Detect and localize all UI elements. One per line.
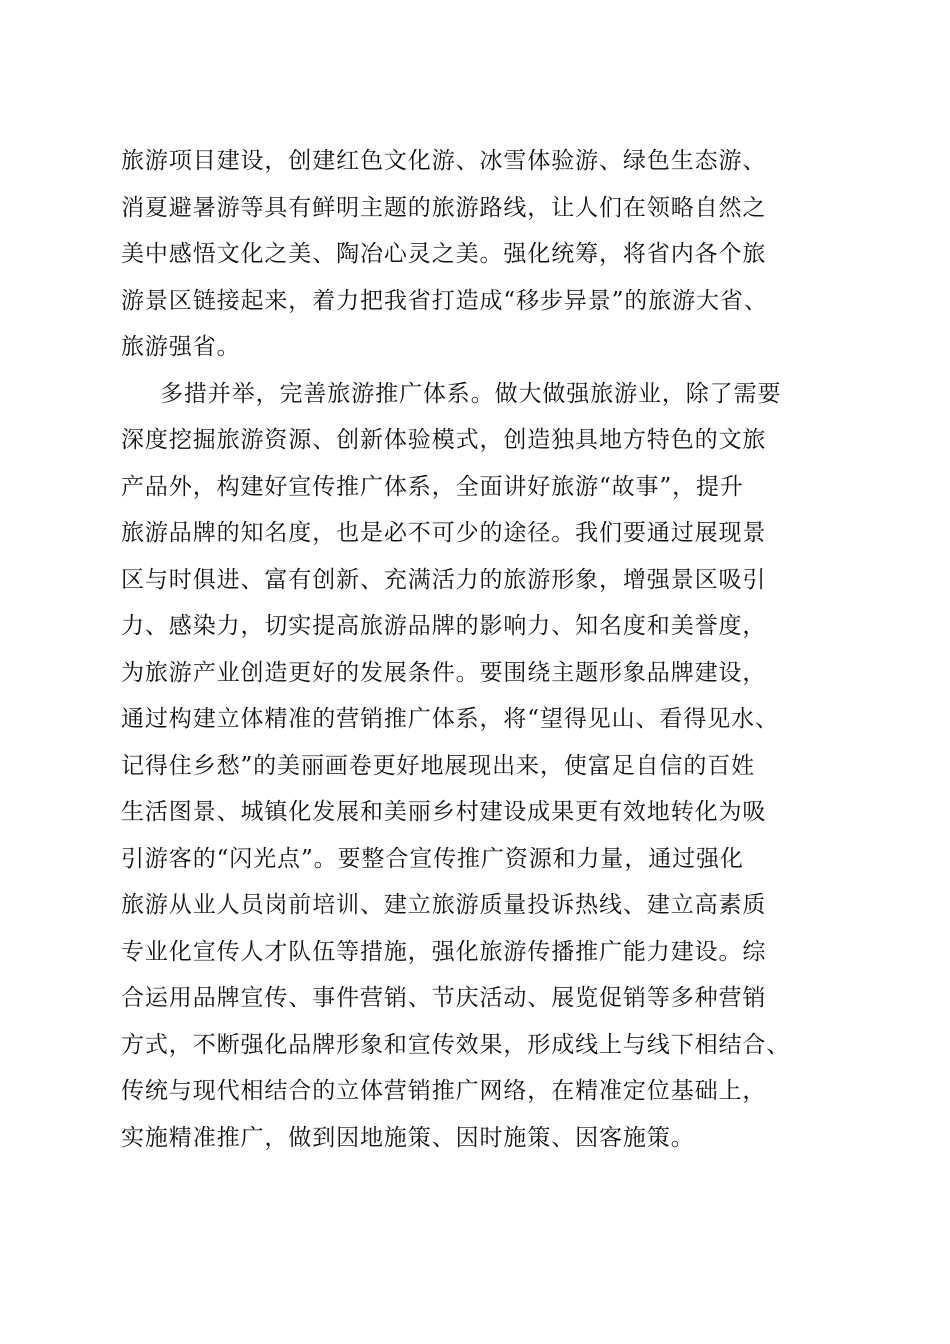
paragraph-line: 旅游从业人员岗前培训、建立旅游质量投诉热线、建立高素质 (121, 892, 767, 918)
paragraph-line: 传统与现代相结合的立体营销推广网络，在精准定位基础上， (121, 1078, 767, 1104)
paragraph-line: 旅游强省。 (121, 334, 241, 360)
paragraph-line: 产品外，构建好宣传推广体系，全面讲好旅游“故事”，提升 (121, 473, 744, 500)
paragraph-line: 为旅游产业创造更好的发展条件。要围绕主题形象品牌建设， (121, 659, 767, 686)
paragraph-line: 深度挖掘旅游资源、创新体验模式，创造独具地方特色的文旅 (121, 427, 767, 453)
paragraph-line: 区与时俱进、富有创新、充满活力的旅游形象，增强景区吸引 (121, 566, 767, 593)
paragraph-line: 合运用品牌宣传、事件营销、节庆活动、展览促销等多种营销 (121, 985, 767, 1011)
paragraph-line: 引游客的“闪光点”。要整合宣传推广资源和力量，通过强化 (121, 845, 744, 872)
paragraph-1 (121, 138, 856, 371)
paragraph-line: 消夏避暑游等具有鲜明主题的旅游路线，让人们在领略自然之 (121, 194, 767, 221)
paragraph-line: 实施精准推广，做到因地施策、因时施策、因客施策。 (121, 1124, 695, 1151)
paragraph-line: 力、感染力，切实提高旅游品牌的影响力、知名度和美誉度， (121, 613, 767, 639)
paragraph-line: 生活图景、城镇化发展和美丽乡村建设成果更有效地转化为吸 (121, 799, 767, 825)
paragraph-line: 专业化宣传人才队伍等措施，强化旅游传播推广能力建设。综 (121, 938, 767, 965)
paragraph-line: 通过构建立体精准的营销推广体系，将“望得见山、看得见水、 (121, 706, 779, 732)
paragraph-line: 旅游品牌的知名度，也是必不可少的途径。我们要通过展现景 (121, 520, 767, 546)
paragraph-line: 记得住乡愁”的美丽画卷更好地展现出来，使富足自信的百姓 (121, 752, 756, 779)
paragraph-line: 旅游项目建设，创建红色文化游、冰雪体验游、绿色生态游、 (121, 148, 767, 174)
paragraph-2 (121, 371, 856, 1162)
paragraph-line: 美中感悟文化之美、陶冶心灵之美。强化统筹，将省内各个旅 (121, 241, 767, 267)
paragraph-line: 方式，不断强化品牌形象和宣传效果，形成线上与线下相结合、 (121, 1031, 791, 1058)
paragraph-line: 游景区链接起来，着力把我省打造成“移步异景”的旅游大省、 (121, 287, 768, 314)
paragraph-line: 多措并举，完善旅游推广体系。做大做强旅游业，除了需要 (160, 380, 782, 407)
body-text (121, 138, 856, 1161)
